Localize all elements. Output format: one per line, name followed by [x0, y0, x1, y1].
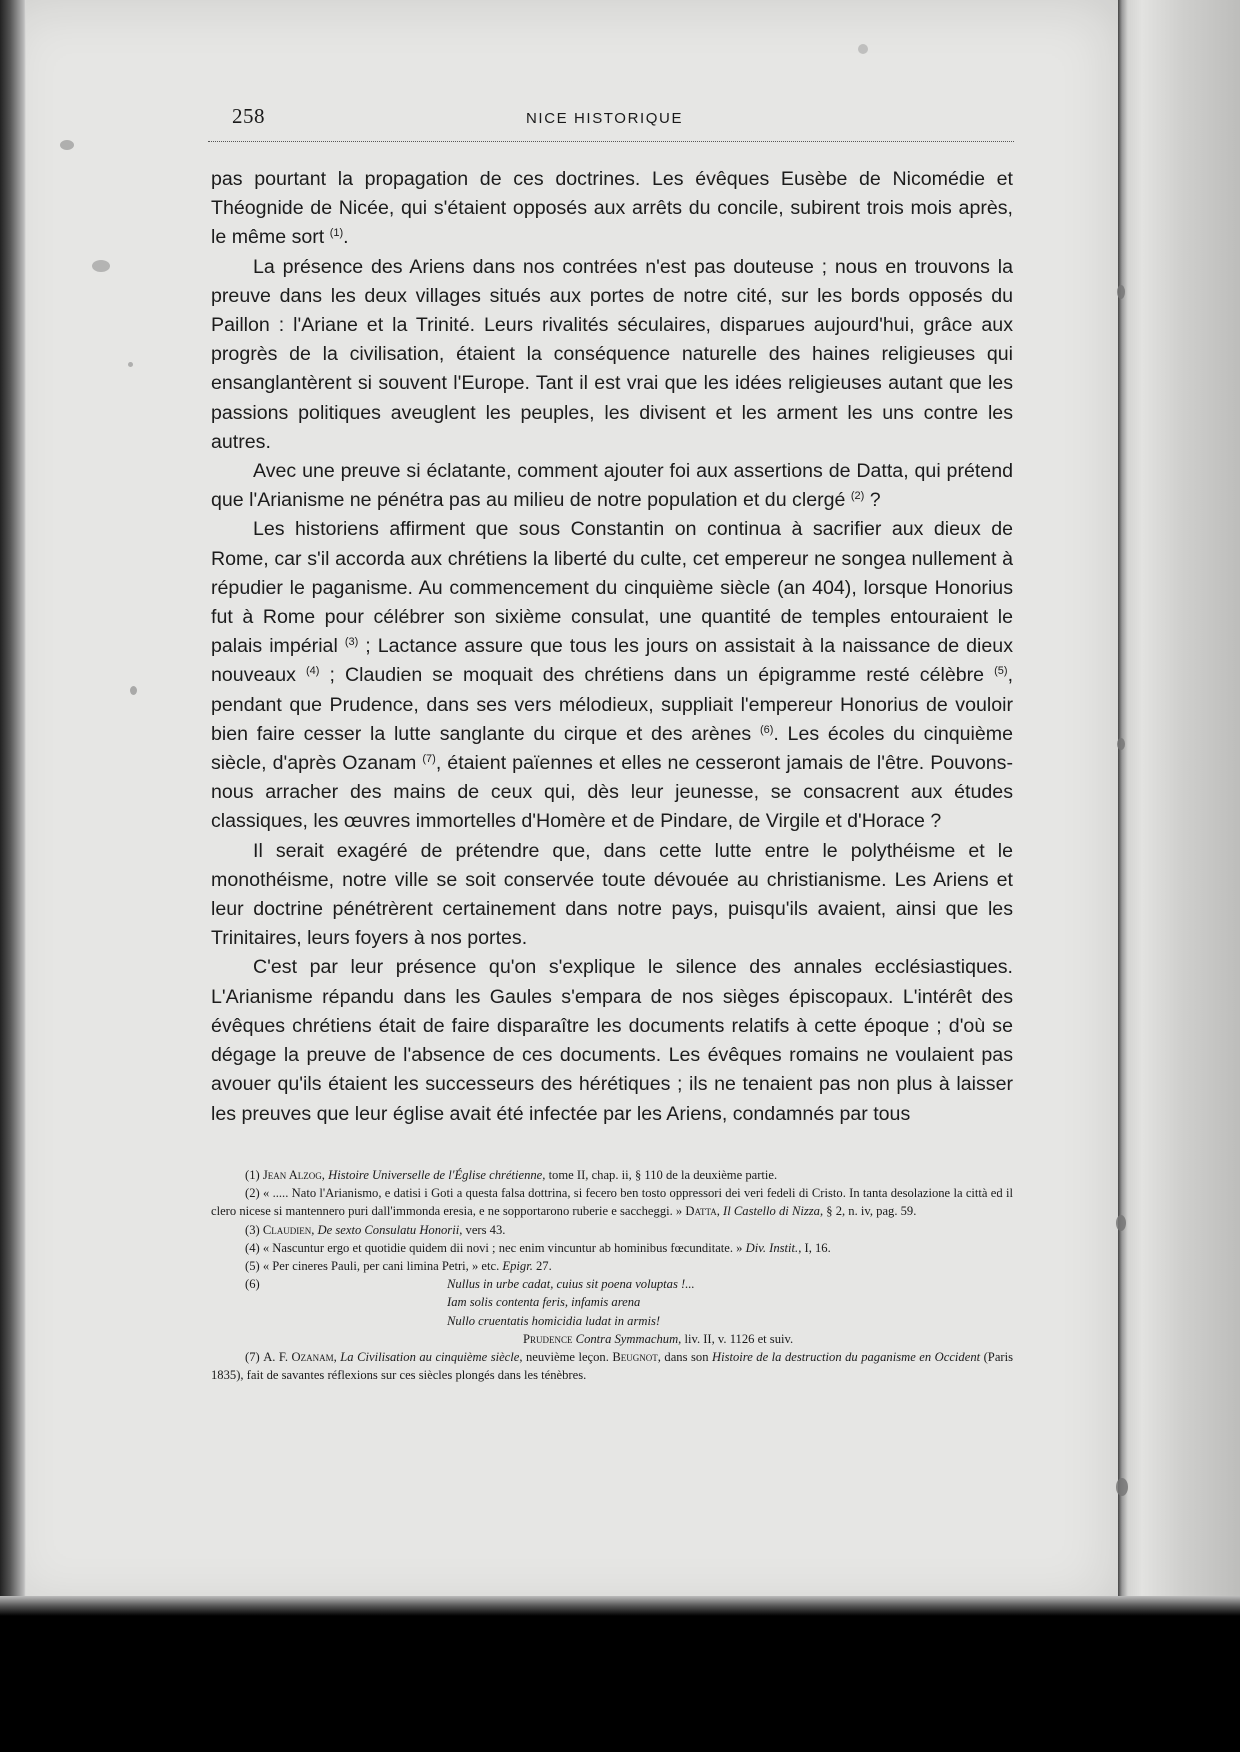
paragraph-text: , étaient païennes et elles ne cesseront jamais de l'être. Pouvons-nous arracher des mains de ceux qui, dès leur jeunesse, se consacrent aux études classiques, les œuvres immortelles d'Homère et de Pindare, de Virgile et d'Horace ?: [211, 752, 1013, 833]
footnote-5: [211, 1257, 1013, 1275]
footnote-title: De sexto Consulatu Honorii: [317, 1222, 460, 1237]
footnote-author: Claudien: [262, 1222, 312, 1237]
scan-speck: [1117, 285, 1125, 299]
scan-speck: [858, 44, 868, 54]
verse-row: [211, 1293, 1013, 1311]
footnote-text: ,: [716, 1204, 724, 1219]
paragraph: [211, 165, 1013, 253]
verse-line: Nullo cruentatis homicidia ludat in armis!: [447, 1313, 661, 1328]
paragraph-text: pas pourtant la propagation de ces doctrines. Les évêques Eusèbe de Nicomédie et Théognide de Nicée, qui s'étaient opposés aux arrêts du concile, subirent trois mois après, le même sort: [211, 168, 1013, 249]
footnote-text: « ..... Nato l'Arianismo, e datisi i Goti a questa falsa dottrina, si fecero ben tosto oppressori dei veri fedeli di Cristo. In tanta desolazione la città ed il clero nicese si mantennero puri dall'immonda eresia, e ne sopportarono ruberie e saccheggi. »: [211, 1186, 1013, 1219]
footnote-label: (3): [245, 1222, 260, 1237]
footnote-ref: (7): [422, 753, 436, 766]
scan-speck: [1117, 738, 1125, 750]
footnote-text: 27.: [532, 1259, 552, 1274]
paragraph: [211, 953, 1013, 1128]
footnote-label: (7): [245, 1349, 260, 1364]
footnote-text: ,: [311, 1222, 318, 1237]
footnote-title: La Civilisation au cinquième siècle: [340, 1349, 520, 1364]
footnote-text: , vers 43.: [459, 1222, 506, 1237]
footnote-2: [211, 1184, 1013, 1220]
next-page-edge: [1118, 0, 1142, 1612]
footnote-title: Histoire Universelle de l'Église chrétienne: [328, 1168, 543, 1182]
scan-speck: [60, 140, 74, 150]
scan-speck: [92, 260, 110, 272]
footnote-ref: (4): [306, 665, 320, 678]
footnote-author: Beugnot: [612, 1349, 658, 1364]
paragraph-text: , pendant que Prudence, dans ses vers mélodieux, suppliait l'empereur Honorius de vouloir bien faire cesser la lutte sanglante du cirque et des arènes: [211, 664, 1014, 745]
footnote-ref: (3): [344, 636, 359, 649]
footnote-7: [211, 1348, 1013, 1384]
footnote-text: ,: [333, 1349, 341, 1364]
footnote-ref: (5): [994, 665, 1008, 678]
footnote-author: A. F. Ozanam: [263, 1349, 334, 1364]
footnote-6: [211, 1275, 1013, 1348]
footnote-4: [211, 1239, 1013, 1257]
paragraph-text: Il serait exagéré de prétendre que, dans cette lutte entre le polythéisme et le monothéisme, notre ville se soit conservée toute dévouée au christianisme. Les Ariens et leur doctrine pénétrèrent certainement dans notre pays, puisqu'ils avaient, ainsi que les Trinitaires, leurs foyers à nos portes.: [211, 839, 1013, 950]
paragraph-text: ; Claudien se moquait des chrétiens dans un épigramme resté célèbre: [319, 664, 985, 687]
footnote-text: ,: [321, 1168, 329, 1182]
footnote-ref: (6): [759, 723, 774, 736]
footnote-title: Div. Instit.: [745, 1240, 799, 1255]
footnote-text: , dans son: [657, 1349, 712, 1364]
footnote-text: , liv. II, v. 1126 et suiv.: [678, 1331, 794, 1346]
footnote-title: Contra Symmachum: [575, 1331, 679, 1346]
footnote-title: Histoire de la destruction du paganisme en Occident: [712, 1349, 981, 1364]
footnote-text: « Nascuntur ergo et quotidie quidem dii novi ; nec enim vincuntur ab hominibus fœcunditate. »: [262, 1240, 746, 1255]
header-rule: [208, 141, 1014, 142]
page-header: [232, 104, 1012, 134]
footnote-author: Prudence: [523, 1331, 573, 1346]
verse-row: [211, 1330, 1013, 1348]
paragraph: [211, 253, 1013, 457]
paragraph-text: . Les écoles du cinquième siècle, d'après Ozanam: [211, 722, 1013, 775]
verse-row: [211, 1312, 1013, 1330]
footnote-author: Datta: [685, 1204, 717, 1219]
paragraph-text: Les historiens affirment que sous Constantin on continua à sacrifier aux dieux de Rome, car s'il accorda aux chrétiens la liberté du culte, cet empereur ne songea nullement à répudier le paganisme. Au commencement du cinquième siècle (an 404), lorsque Honorius fut à Rome pour célébrer son sixième consulat, une quantité de temples entouraient le palais impérial: [211, 518, 1013, 658]
bottom-shadow: [0, 1596, 1240, 1616]
footnote-title: Il Castello di Nizza: [723, 1204, 820, 1219]
footnote-3: [211, 1221, 1013, 1239]
scan-speck: [128, 362, 133, 367]
paragraph-text: ?: [864, 489, 881, 512]
running-title: NICE HISTORIQUE: [526, 110, 684, 127]
footnote-label: (5): [245, 1259, 260, 1274]
footnote-1: [211, 1166, 1013, 1184]
scan-speck: [1116, 1478, 1128, 1496]
verse-line: Iam solis contenta feris, infamis arena: [447, 1295, 641, 1310]
scan-speck: [1116, 1215, 1126, 1231]
paragraph: [211, 457, 1013, 515]
paragraph-text: Avec une preuve si éclatante, comment ajouter foi aux assertions de Datta, qui prétend que l'Arianisme ne pénétra pas au milieu de notre population et du clergé: [211, 460, 1013, 512]
footnote-text: , § 2, n. iv, pag. 59.: [819, 1204, 917, 1219]
footnote-text: (Paris 1835), fait de savantes réflexions sur ces siècles plongés dans les ténèbres.: [211, 1349, 1013, 1383]
footnote-text: « Per cineres Pauli, per cani limina Petri, » etc.: [262, 1259, 503, 1274]
footnote-text: , tome II, chap. ii, § 110 de la deuxième partie.: [542, 1168, 778, 1182]
paragraph: [211, 515, 1013, 836]
footnote-title: Epigr.: [502, 1259, 533, 1274]
footnote-text: , I, 16.: [798, 1240, 831, 1255]
footnote-ref: (2): [850, 490, 865, 503]
footnote-label: (4): [245, 1240, 260, 1255]
page-number: 258: [232, 104, 265, 128]
footnote-text: , neuvième leçon.: [519, 1349, 613, 1364]
footnote-label: (6): [245, 1277, 260, 1292]
paragraph: [211, 837, 1013, 954]
body-text: [211, 165, 1013, 1129]
footnote-ref: (1): [329, 227, 344, 240]
verse-line: Nullus in urbe cadat, cuius sit poena voluptas !...: [447, 1277, 695, 1292]
footnote-author: Jean Alzog: [262, 1168, 322, 1182]
verse-source: [523, 1330, 793, 1348]
paragraph-text: .: [343, 226, 349, 249]
scan-speck: [130, 686, 137, 695]
footnote-label: (2): [245, 1186, 260, 1201]
paragraph-text: C'est par leur présence qu'on s'explique le silence des annales ecclésiastiques. L'Arianisme répandu dans les Gaules s'empara de nos sièges épiscopaux. L'intérêt des évêques chrétiens était de faire disparaître les documents relatifs à cette époque ; d'où se dégage la preuve de l'absence de ces documents. Les évêques romains ne voulaient pas avouer qu'ils étaient les successeurs des hérétiques ; ils ne tenaient pas non plus à laisser les preuves que leur église avait été infectée par les Ariens, condamnés par tous: [211, 956, 1013, 1125]
paragraph-text: La présence des Ariens dans nos contrées n'est pas douteuse ; nous en trouvons la preuve dans les deux villages situés aux portes de notre cité, sur les bords opposés du Paillon : l'Ariane et la Trinité. Leurs rivalités séculaires, disparues aujourd'hui, grâce aux progrès de la civilisation, étaient la conséquence naturelle des haines religieuses qui ensanglantèrent si souvent l'Europe. Tant il est vrai que les idées religieuses autant que les passions politiques aveuglent les peuples, les divisent et les arment les uns contre les autres.: [211, 255, 1013, 453]
verse-row: [211, 1275, 1013, 1293]
footnote-label: (1): [245, 1168, 260, 1182]
footnotes: [211, 1166, 1013, 1384]
page-shadow: [1142, 0, 1240, 1612]
page-binding: [0, 0, 26, 1612]
paragraph-text: ; Lactance assure que tous les jours on assistait à la naissance de dieux nouveaux: [211, 635, 1013, 687]
